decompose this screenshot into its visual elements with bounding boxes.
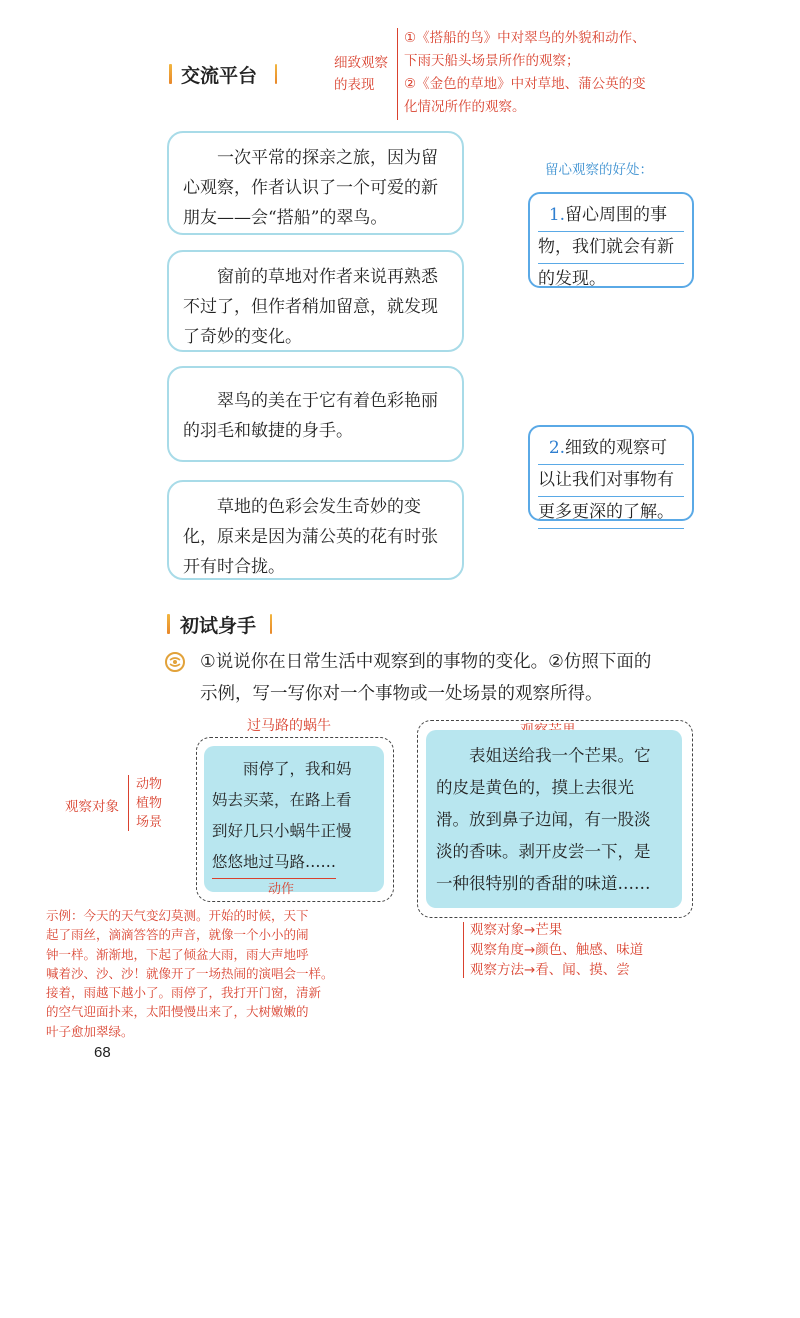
annotation-label: 细致观察 的表现 bbox=[334, 55, 388, 93]
handwritten-example: 示例：今天的天气变幻莫测。开始的时候，天下 起了雨丝，滴滴答答的声音，就像一个小小的闹 钟一样。渐渐地，下起了倾盆大雨，雨大声地呼 喊着沙、沙、沙！就像开了一场热闹的演唱会一样。 接着，雨越下越小了。雨停了，我打开门窗，清新 的空气迎面扑来，太阳慢慢出来了，大树嫩嫩的 叶子愈加翠绿。 bbox=[46, 908, 334, 1039]
note-line: 物，我们就会有新 bbox=[538, 232, 684, 264]
speech-icon bbox=[164, 651, 186, 673]
note-line: 以让我们对事物有 bbox=[538, 465, 684, 497]
example1-hand-below: 动作 bbox=[268, 882, 295, 897]
note-line: 2.细致的观察可 bbox=[538, 433, 684, 465]
benefit-note-1 bbox=[528, 192, 694, 288]
title-bar-right bbox=[275, 64, 277, 84]
annotation-bracket bbox=[397, 28, 398, 120]
bubble-2: 窗前的草地对作者来说再熟悉不过了，但作者稍加留意，就发现了奇妙的变化。 bbox=[167, 250, 464, 352]
annotation-items: ①《搭船的鸟》中对翠鸟的外貌和动作、 下雨天船头场景所作的观察； ②《金色的草地》中对草地、蒲公英的变 化情况所作的观察。 bbox=[404, 30, 646, 115]
title-bar-left bbox=[167, 614, 170, 634]
benefit-note-2 bbox=[528, 425, 694, 521]
section-title-try: 初试身手 bbox=[180, 615, 257, 637]
bubble-4: 草地的色彩会发生奇妙的变化，原来是因为蒲公英的花有时张开有时合拢。 bbox=[167, 480, 464, 580]
section-title-exchange: 交流平台 bbox=[181, 65, 258, 87]
bubble-3: 翠鸟的美在于它有着色彩艳丽的羽毛和敏捷的身手。 bbox=[167, 366, 464, 462]
note-line: 1.留心周围的事 bbox=[538, 200, 684, 232]
side-items: 动物 植物 场景 bbox=[136, 777, 163, 830]
example1-card: 雨停了，我和妈 妈去买菜，在路上看 到好几只小蜗牛正慢 悠悠地过马路…… bbox=[204, 746, 384, 892]
example1-hand-title: 过马路的蜗牛 bbox=[247, 718, 331, 734]
side-bracket bbox=[128, 775, 129, 831]
bubble-1: 一次平常的探亲之旅，因为留心观察，作者认识了一个可爱的新朋友——会“搭船”的翠鸟。 bbox=[167, 131, 464, 235]
example2-notes: 观察对象→芒果 观察角度→颜色、触感、味道 观察方法→看、闻、摸、尝 bbox=[470, 922, 644, 978]
example2-card: 表姐送给我一个芒果。它 的皮是黄色的，摸上去很光 滑。放到鼻子边闻，有一股淡 淡的香味。剥开皮尝一下，是 一种很特别的香甜的味道…… bbox=[426, 730, 682, 908]
benefit-heading: 留心观察的好处： bbox=[545, 162, 653, 178]
note-line: 的发现。 bbox=[538, 269, 606, 289]
task-instruction: ①说说你在日常生活中观察到的事物的变化。②仿照下面的 示例，写一写你对一个事物或一处场景的观察所得。 bbox=[200, 652, 652, 704]
notes-bracket bbox=[463, 922, 464, 978]
note-line: 更多更深的了解。 bbox=[538, 497, 684, 529]
title-bar-left bbox=[169, 64, 172, 84]
title-bar-right bbox=[270, 614, 272, 634]
page-number: 68 bbox=[94, 1044, 111, 1061]
side-label: 观察对象 bbox=[65, 799, 119, 815]
